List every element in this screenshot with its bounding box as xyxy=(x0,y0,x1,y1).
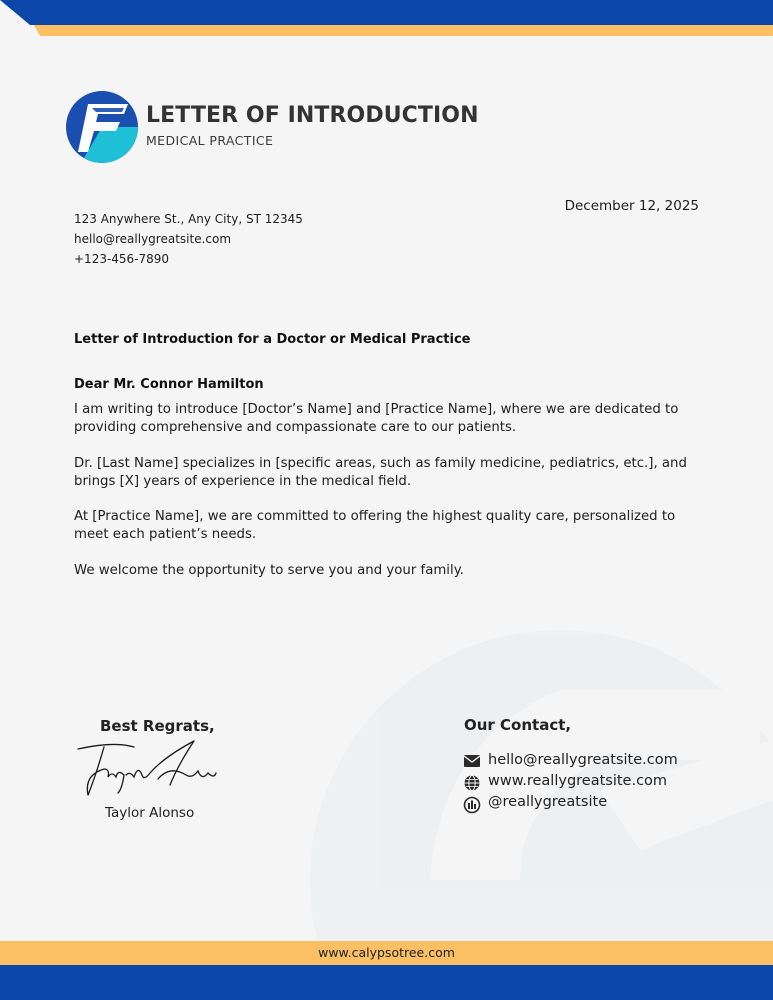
contact-website[interactable]: www.reallygreatsite.com xyxy=(488,773,668,789)
contact-heading: Our Contact, xyxy=(464,716,572,734)
footer-url[interactable]: www.calypsotree.com xyxy=(318,945,455,960)
page-subtitle: MEDICAL PRACTICE xyxy=(146,133,274,148)
sender-phone: +123-456-7890 xyxy=(74,252,170,266)
sender-address: 123 Anywhere St., Any City, ST 12345 xyxy=(74,212,303,226)
sender-email: hello@reallygreatsite.com xyxy=(74,232,232,246)
signer-name: Taylor Alonso xyxy=(105,805,195,821)
closing-text: Best Regrats, xyxy=(100,717,215,735)
contact-email[interactable]: hello@reallygreatsite.com xyxy=(488,752,678,768)
f-logo-icon xyxy=(66,91,138,163)
signature xyxy=(74,735,224,800)
letter-subject: Letter of Introduction for a Doctor or Medical Practice xyxy=(74,332,471,347)
top-navy-band xyxy=(0,0,773,25)
body-paragraph: I am writing to introduce [Doctor’s Name] and [Practice Name], where we are dedicated to providing comprehensive and compassionate care to our patients. xyxy=(74,402,679,435)
letter-date: December 12, 2025 xyxy=(564,198,699,214)
globe-icon xyxy=(463,774,481,792)
bottom-navy-band xyxy=(0,965,773,1000)
envelope-icon xyxy=(463,752,481,770)
body-paragraph: Dr. [Last Name] specializes in [specific areas, such as family medicine, pediatrics, etc.], and brings [X] years of experience in the medical field. xyxy=(74,456,687,489)
social-icon xyxy=(463,796,481,814)
contact-social[interactable]: @reallygreatsite xyxy=(488,794,608,810)
body-paragraph: At [Practice Name], we are committed to offering the highest quality care, personalized to meet each patient’s needs. xyxy=(74,509,676,542)
page-title: LETTER OF INTRODUCTION xyxy=(146,103,479,128)
body-paragraph: We welcome the opportunity to serve you and your family. xyxy=(74,563,464,578)
salutation: Dear Mr. Connor Hamilton xyxy=(74,377,264,392)
